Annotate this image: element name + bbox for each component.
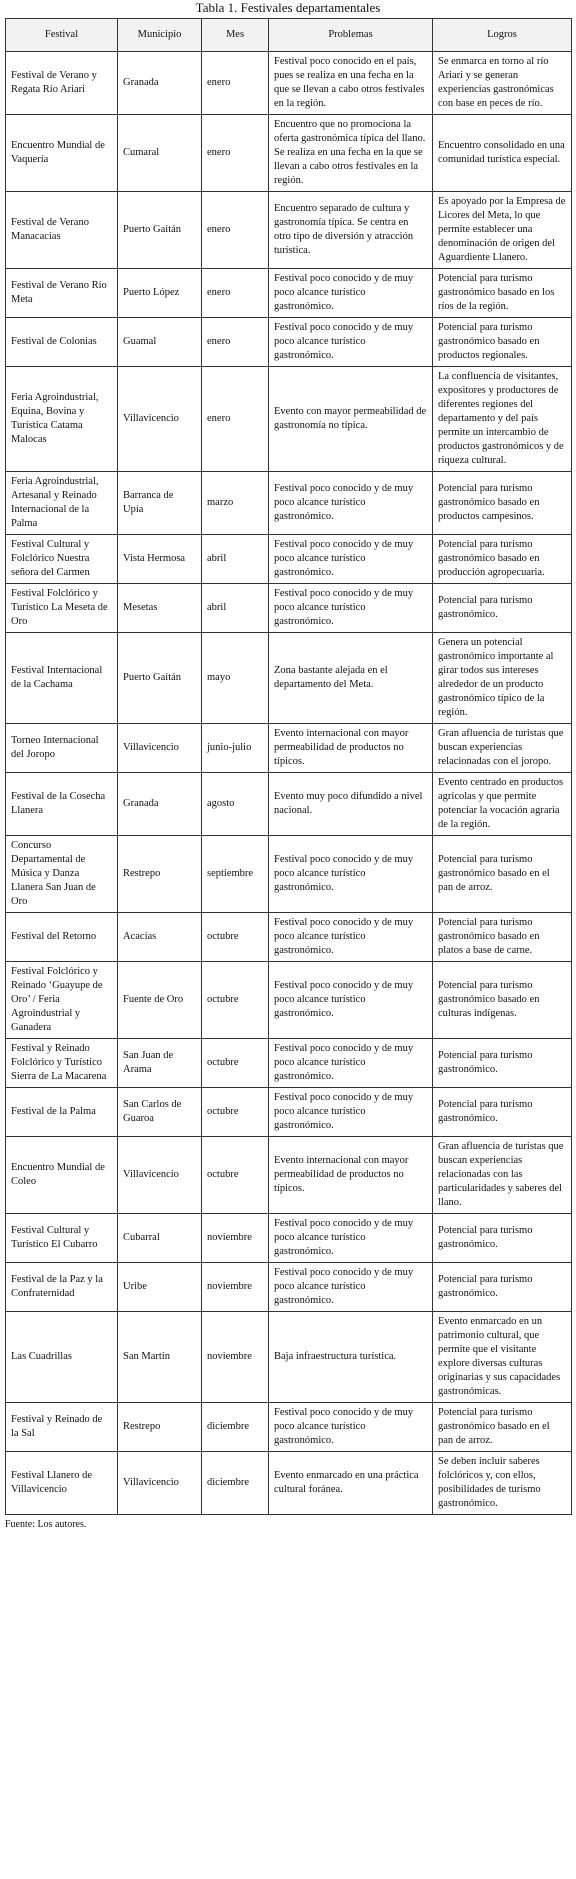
cell-mes: marzo: [202, 472, 269, 535]
cell-festival: Festival de la Cosecha Llanera: [6, 773, 118, 836]
cell-mes: junio-julio: [202, 724, 269, 773]
cell-logros: Genera un potencial gastronómico importante al girar todos sus intereses alrededor de un producto gastronómico típico de la región.: [433, 633, 572, 724]
festivals-table: [5, 18, 572, 1515]
cell-municipio: Barranca de Upía: [118, 472, 202, 535]
table-caption: Tabla 1. Festivales departamentales: [195, 0, 381, 15]
cell-municipio: Puerto Gaitán: [118, 633, 202, 724]
table-row: [6, 367, 572, 472]
table-row: [6, 192, 572, 269]
cell-problemas: Evento enmarcado en una práctica cultural foránea.: [269, 1452, 433, 1515]
table-row: [6, 584, 572, 633]
table-row: [6, 836, 572, 913]
cell-problemas: Baja infraestructura turística.: [269, 1312, 433, 1403]
cell-logros: La confluencia de visitantes, expositores y productores de diferentes regiones del departamento y del país permite un intercambio de productos gastronómicos y de riqueza cultural.: [433, 367, 572, 472]
table-header-row: [6, 19, 572, 52]
cell-festival: Festival Folclórico y Turístico La Meseta de Oro: [6, 584, 118, 633]
cell-municipio: Fuente de Oro: [118, 962, 202, 1039]
cell-logros: Potencial para turismo gastronómico basado en culturas indígenas.: [433, 962, 572, 1039]
cell-municipio: Villavicencio: [118, 1137, 202, 1214]
cell-municipio: San Martín: [118, 1312, 202, 1403]
cell-mes: abril: [202, 584, 269, 633]
cell-mes: enero: [202, 192, 269, 269]
table-row: [6, 1214, 572, 1263]
cell-logros: Potencial para turismo gastronómico.: [433, 1039, 572, 1088]
cell-municipio: Cubarral: [118, 1214, 202, 1263]
cell-logros: Potencial para turismo gastronómico.: [433, 1088, 572, 1137]
cell-festival: Festival de la Paz y la Confraternidad: [6, 1263, 118, 1312]
cell-mes: septiembre: [202, 836, 269, 913]
table-row: [6, 52, 572, 115]
table-source: Fuente: Los autores.: [5, 1519, 87, 1530]
cell-municipio: Acacías: [118, 913, 202, 962]
table-row: [6, 1403, 572, 1452]
cell-festival: Festival de Colonias: [6, 318, 118, 367]
table-row: [6, 633, 572, 724]
cell-problemas: Festival poco conocido y de muy poco alcance turístico gastronómico.: [269, 269, 433, 318]
cell-logros: Potencial para turismo gastronómico.: [433, 584, 572, 633]
cell-problemas: Festival poco conocido y de muy poco alcance turístico gastronómico.: [269, 318, 433, 367]
cell-municipio: Puerto Gaitán: [118, 192, 202, 269]
cell-logros: Potencial para turismo gastronómico basado en productos regionales.: [433, 318, 572, 367]
cell-municipio: Puerto López: [118, 269, 202, 318]
table-row: [6, 472, 572, 535]
cell-festival: Festival Internacional de la Cachama: [6, 633, 118, 724]
cell-logros: Se deben incluir saberes folclóricos y, con ellos, posibilidades de turismo gastronómico.: [433, 1452, 572, 1515]
header-problemas: Problemas: [269, 19, 433, 52]
cell-logros: Potencial para turismo gastronómico basado en producción agropecuaria.: [433, 535, 572, 584]
cell-logros: Encuentro consolidado en una comunidad turística especial.: [433, 115, 572, 192]
cell-municipio: Villavicencio: [118, 1452, 202, 1515]
cell-problemas: Festival poco conocido y de muy poco alcance turístico gastronómico.: [269, 472, 433, 535]
cell-problemas: Encuentro separado de cultura y gastronomía típica. Se centra en otro tipo de diversión y atracción turística.: [269, 192, 433, 269]
cell-mes: enero: [202, 367, 269, 472]
header-municipio: Municipio: [118, 19, 202, 52]
cell-problemas: Festival poco conocido y de muy poco alcance turístico gastronómico.: [269, 962, 433, 1039]
cell-problemas: Festival poco conocido y de muy poco alcance turístico gastronómico.: [269, 1088, 433, 1137]
cell-logros: Potencial para turismo gastronómico basado en el pan de arroz.: [433, 1403, 572, 1452]
table-row: [6, 1312, 572, 1403]
cell-municipio: San Carlos de Guaroa: [118, 1088, 202, 1137]
cell-festival: Festival Cultural y Turístico El Cubarro: [6, 1214, 118, 1263]
cell-municipio: San Juan de Arama: [118, 1039, 202, 1088]
cell-festival: Encuentro Mundial de Coleo: [6, 1137, 118, 1214]
table-row: [6, 724, 572, 773]
cell-problemas: Festival poco conocido y de muy poco alcance turístico gastronómico.: [269, 535, 433, 584]
cell-problemas: Festival poco conocido y de muy poco alcance turístico gastronómico.: [269, 836, 433, 913]
cell-mes: noviembre: [202, 1312, 269, 1403]
cell-festival: Encuentro Mundial de Vaquería: [6, 115, 118, 192]
cell-logros: Gran afluencia de turistas que buscan experiencias relacionadas con las particularidades y saberes del llano.: [433, 1137, 572, 1214]
cell-logros: Potencial para turismo gastronómico.: [433, 1263, 572, 1312]
cell-mes: agosto: [202, 773, 269, 836]
cell-logros: Evento centrado en productos agrícolas y que permite potenciar la vocación agraria de la región.: [433, 773, 572, 836]
cell-mes: octubre: [202, 1088, 269, 1137]
table-row: [6, 773, 572, 836]
cell-logros: Evento enmarcado en un patrimonio cultural, que permite que el visitante explore diversas culturas originarias y sus capacidades gastronómicas.: [433, 1312, 572, 1403]
table-row: [6, 1137, 572, 1214]
table-row: [6, 318, 572, 367]
cell-festival: Festival Cultural y Folclórico Nuestra señora del Carmen: [6, 535, 118, 584]
cell-problemas: Festival poco conocido y de muy poco alcance turístico gastronómico.: [269, 1214, 433, 1263]
cell-mes: octubre: [202, 962, 269, 1039]
table-row: [6, 269, 572, 318]
cell-mes: octubre: [202, 1039, 269, 1088]
cell-problemas: Zona bastante alejada en el departamento del Meta.: [269, 633, 433, 724]
cell-problemas: Festival poco conocido y de muy poco alcance turístico gastronómico.: [269, 1403, 433, 1452]
cell-problemas: Festival poco conocido y de muy poco alcance turístico gastronómico.: [269, 1039, 433, 1088]
cell-festival: Concurso Departamental de Música y Danza Llanera San Juan de Oro: [6, 836, 118, 913]
header-logros: Logros: [433, 19, 572, 52]
cell-logros: Es apoyado por la Empresa de Licores del Meta, lo que permite establecer una denominación de origen del Aguardiente Llanero.: [433, 192, 572, 269]
cell-municipio: Restrepo: [118, 1403, 202, 1452]
cell-mes: noviembre: [202, 1263, 269, 1312]
cell-mes: octubre: [202, 1137, 269, 1214]
table-row: [6, 1039, 572, 1088]
cell-municipio: Uribe: [118, 1263, 202, 1312]
cell-festival: Festival de Verano y Regata Río Ariari: [6, 52, 118, 115]
cell-mes: diciembre: [202, 1403, 269, 1452]
cell-mes: enero: [202, 269, 269, 318]
cell-problemas: Evento internacional con mayor permeabilidad de productos no típicos.: [269, 724, 433, 773]
cell-mes: enero: [202, 52, 269, 115]
cell-festival: Feria Agroindustrial, Equina, Bovina y Turística Catama Malocas: [6, 367, 118, 472]
cell-problemas: Evento con mayor permeabilidad de gastronomía no típica.: [269, 367, 433, 472]
cell-problemas: Festival poco conocido y de muy poco alcance turístico gastronómico.: [269, 1263, 433, 1312]
cell-municipio: Granada: [118, 52, 202, 115]
cell-municipio: Restrepo: [118, 836, 202, 913]
header-mes: Mes: [202, 19, 269, 52]
cell-festival: Torneo Internacional del Joropo: [6, 724, 118, 773]
cell-municipio: Cumaral: [118, 115, 202, 192]
cell-logros: Gran afluencia de turistas que buscan experiencias relacionadas con el joropo.: [433, 724, 572, 773]
cell-festival: Festival de la Palma: [6, 1088, 118, 1137]
cell-festival: Festival Llanero de Villavicencio: [6, 1452, 118, 1515]
cell-municipio: Granada: [118, 773, 202, 836]
cell-logros: Potencial para turismo gastronómico basado en platos a base de carne.: [433, 913, 572, 962]
cell-logros: Se enmarca en torno al río Ariari y se generan experiencias gastronómicas con base en peces de río.: [433, 52, 572, 115]
cell-festival: Las Cuadrillas: [6, 1312, 118, 1403]
cell-mes: diciembre: [202, 1452, 269, 1515]
cell-municipio: Guamal: [118, 318, 202, 367]
cell-logros: Potencial para turismo gastronómico basado en los ríos de la región.: [433, 269, 572, 318]
header-festival: Festival: [6, 19, 118, 52]
cell-problemas: Encuentro que no promociona la oferta gastronómica típica del llano. Se realiza en una fecha en la que se llevan a cabo otros festivales en la región.: [269, 115, 433, 192]
table-row: [6, 913, 572, 962]
cell-municipio: Vista Hermosa: [118, 535, 202, 584]
cell-mes: abril: [202, 535, 269, 584]
cell-festival: Festival y Reinado de la Sal: [6, 1403, 118, 1452]
cell-festival: Festival de Verano Manacacías: [6, 192, 118, 269]
cell-festival: Festival del Retorno: [6, 913, 118, 962]
cell-mes: octubre: [202, 913, 269, 962]
table-row: [6, 962, 572, 1039]
cell-municipio: Villavicencio: [118, 367, 202, 472]
table-row: [6, 1452, 572, 1515]
table-row: [6, 535, 572, 584]
cell-problemas: Festival poco conocido y de muy poco alcance turístico gastronómico.: [269, 584, 433, 633]
table-row: [6, 1263, 572, 1312]
cell-problemas: Evento muy poco difundido a nivel nacional.: [269, 773, 433, 836]
cell-festival: Feria Agroindustrial, Artesanal y Reinado Internacional de la Palma: [6, 472, 118, 535]
cell-logros: Potencial para turismo gastronómico basado en productos campesinos.: [433, 472, 572, 535]
table-row: [6, 115, 572, 192]
cell-problemas: Festival poco conocido en el país, pues se realiza en una fecha en la que se llevan a cabo otros festivales en la región.: [269, 52, 433, 115]
cell-mes: enero: [202, 115, 269, 192]
cell-mes: mayo: [202, 633, 269, 724]
cell-logros: Potencial para turismo gastronómico.: [433, 1214, 572, 1263]
cell-municipio: Mesetas: [118, 584, 202, 633]
cell-mes: noviembre: [202, 1214, 269, 1263]
cell-festival: Festival y Reinado Folclórico y Turístico Sierra de La Macarena: [6, 1039, 118, 1088]
table-body: [6, 52, 572, 1515]
cell-problemas: Festival poco conocido y de muy poco alcance turístico gastronómico.: [269, 913, 433, 962]
cell-festival: Festival Folclórico y Reinado ‘Guayupe de Oro’ / Feria Agroindustrial y Ganadera: [6, 962, 118, 1039]
cell-logros: Potencial para turismo gastronómico basado en el pan de arroz.: [433, 836, 572, 913]
cell-festival: Festival de Verano Río Meta: [6, 269, 118, 318]
cell-problemas: Evento internacional con mayor permeabilidad de productos no típicos.: [269, 1137, 433, 1214]
table-row: [6, 1088, 572, 1137]
cell-mes: enero: [202, 318, 269, 367]
cell-municipio: Villavicencio: [118, 724, 202, 773]
